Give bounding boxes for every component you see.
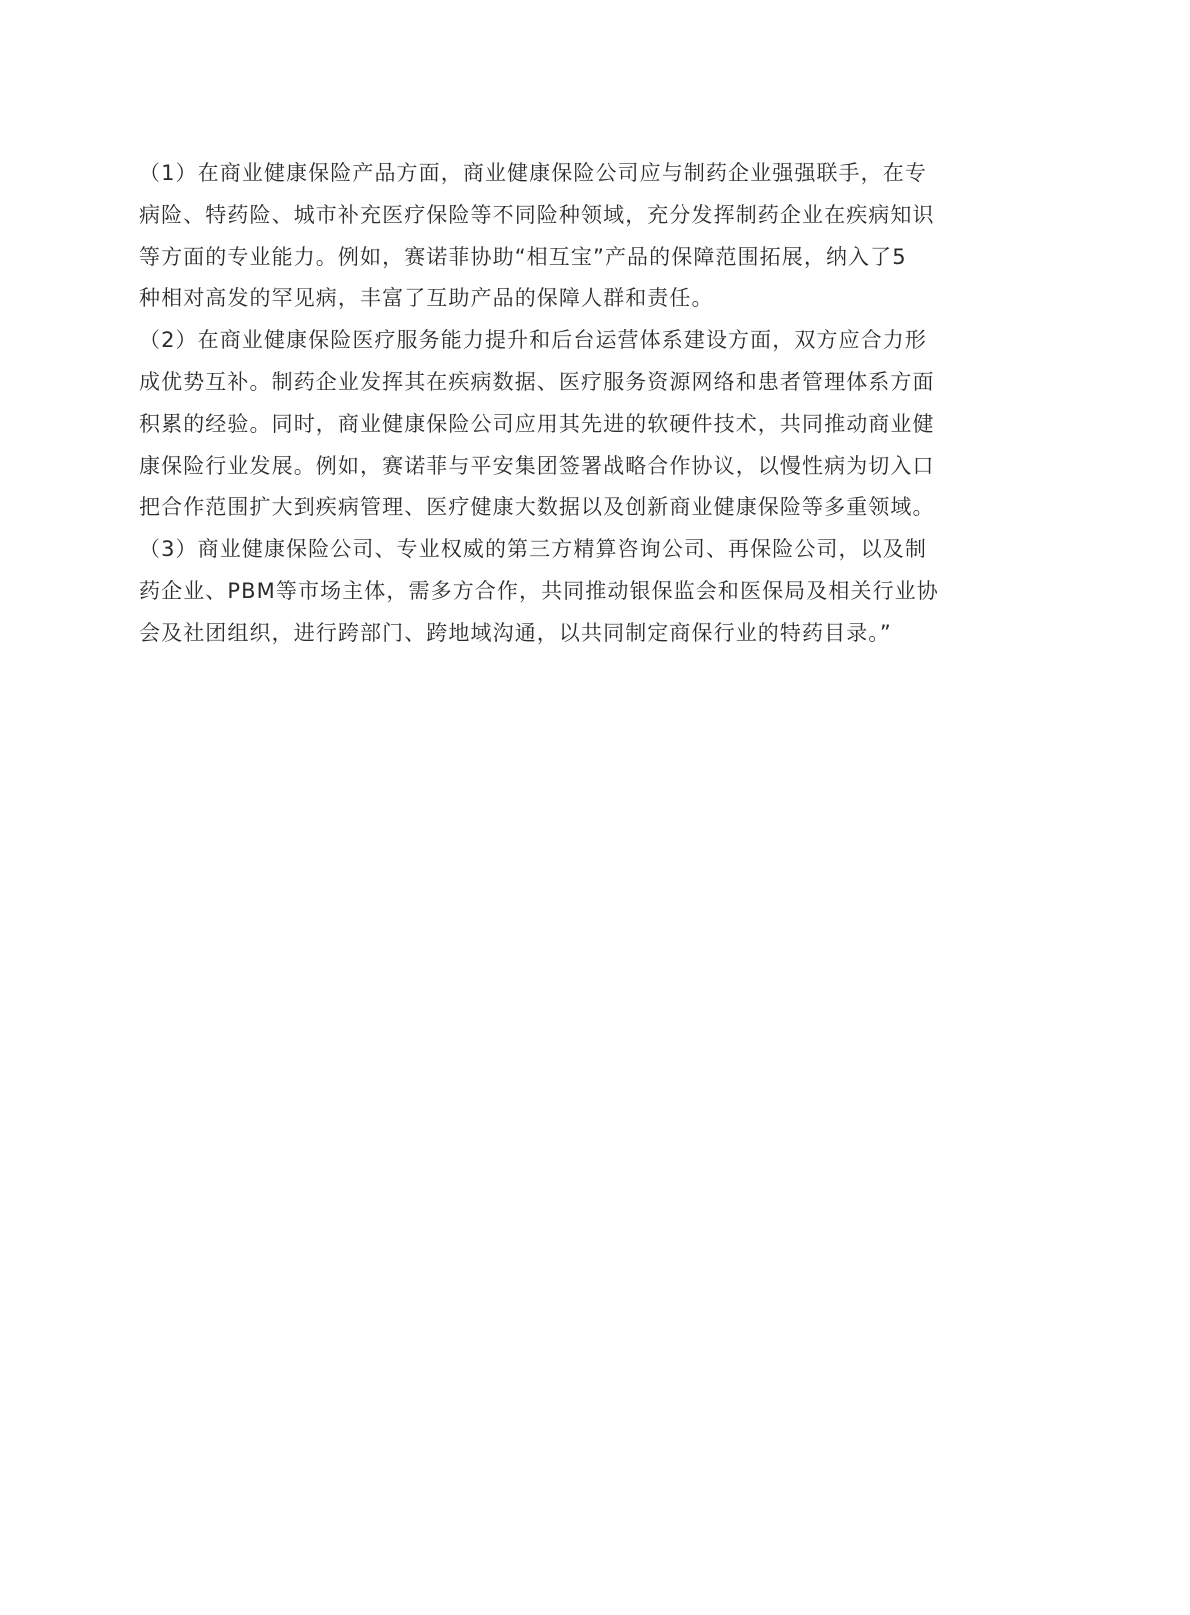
paragraph-3-line-1: （3）商业健康保险公司、专业权威的第三方精算咨询公司、再保险公司，以及制: [139, 537, 927, 562]
paragraph-2-line-2: 成优势互补。制药企业发挥其在疾病数据、医疗服务资源网络和患者管理体系方面: [139, 369, 935, 394]
paragraph-2-line-1: （2）在商业健康保险医疗服务能力提升和后台运营体系建设方面，双方应合力形: [139, 328, 927, 353]
paragraph-1-line-3: 等方面的专业能力。例如，赛诺菲协助“相互宝”产品的保障范围拓展，纳入了5: [139, 244, 907, 269]
paragraph-2-line-4: 康保险行业发展。例如，赛诺菲与平安集团签署战略合作协议，以慢性病为切入口: [139, 453, 935, 478]
paragraph-3-line-2: 药企业、PBM等市场主体，需多方合作，共同推动银保监会和医保局及相关行业协: [139, 578, 939, 603]
paragraph-2-line-3: 积累的经验。同时，商业健康保险公司应用其先进的软硬件技术，共同推动商业健: [139, 411, 935, 436]
paragraph-1-line-1: （1）在商业健康保险产品方面，商业健康保险公司应与制药企业强强联手，在专: [139, 161, 927, 185]
paragraph-2-line-5: 把合作范围扩大到疾病管理、医疗健康大数据以及创新商业健康保险等多重领域。: [139, 495, 935, 520]
paragraph-3-line-3: 会及社团组织，进行跨部门、跨地域沟通，以共同制定商保行业的特药目录。”: [139, 620, 892, 645]
paragraph-1-line-4: 种相对高发的罕见病，丰富了互助产品的保障人群和责任。: [139, 286, 714, 311]
document-body: [139, 153, 1039, 655]
paragraph-1-line-2: 病险、特药险、城市补充医疗保险等不同险种领域，充分发挥制药企业在疾病知识: [139, 202, 935, 227]
